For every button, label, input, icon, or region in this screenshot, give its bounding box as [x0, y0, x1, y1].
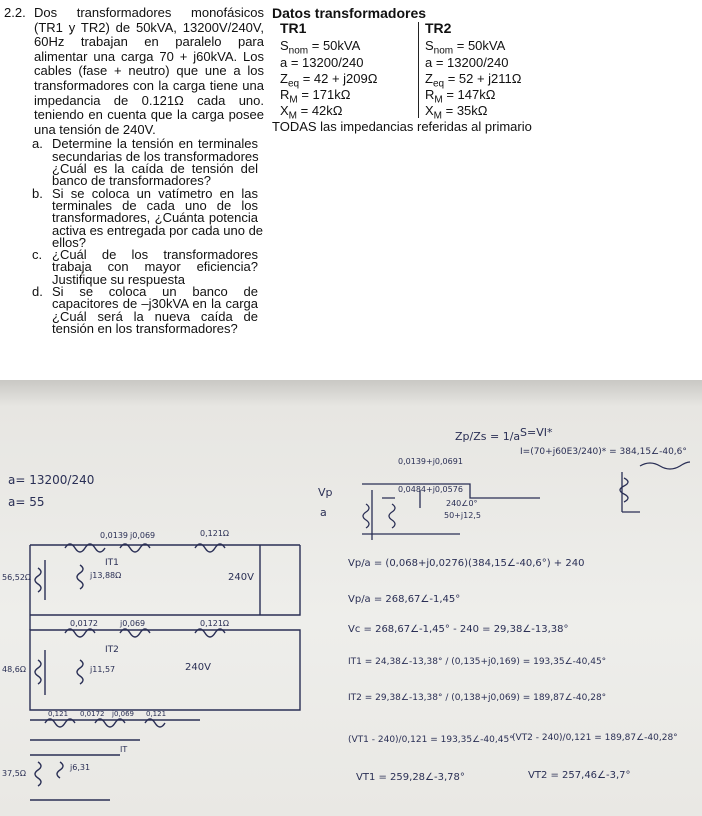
tr2-snom: $S_{nom} = 50kVA$ [425, 38, 506, 57]
wb-bottom-val-3: 0,121 [146, 710, 167, 718]
question-line: terminales de cada uno de los [52, 197, 258, 213]
impedance-note: TODAS las impedancias referidas al primario [272, 119, 532, 134]
tr1-label: TR1 [280, 20, 307, 36]
question-line: ¿Cuál de los transformadores [52, 247, 258, 263]
tr1-snom: $S_{nom} = 50kVA$ [280, 38, 361, 57]
question-line: Si se coloca un vatímetro en las [52, 185, 258, 201]
tr2-a: a = 13200/240 [425, 55, 509, 70]
wb-it: IT [120, 745, 128, 754]
tr1-rm: $R_M = 171k\Omega$ [280, 87, 351, 106]
wb-it1: IT1 [105, 558, 119, 568]
question-letter: c. [32, 247, 43, 263]
intro-line: alimentar una carga 70 + j60kVA. Los [34, 48, 264, 64]
intro-line: cables (fase + neutro) que une a los [34, 63, 264, 79]
tr2-xm: $X_M = 35k\Omega$ [425, 103, 488, 122]
wb-it2: IT2 [105, 645, 119, 655]
question-line: transformadores, ¿Cuánta potencia [52, 210, 258, 226]
wb-zx2: j0,069 [120, 619, 146, 628]
wb-main-circuit [30, 544, 300, 800]
question-letter: a. [32, 136, 43, 152]
wb-a-equation: a= 13200/240 [8, 473, 95, 487]
wb-rm2: 48,6Ω [2, 665, 26, 674]
intro-line: transformadores con la carga tiene una [34, 78, 264, 93]
wb-top-val-0: 0,0484+j0,0576 [398, 485, 463, 494]
question-line: banco de transformadores? [52, 173, 211, 189]
question-line: Justifique su respuesta [52, 271, 185, 287]
tr2-label: TR2 [425, 20, 452, 36]
question-line: tensión en los transformadores? [52, 320, 238, 336]
question-line: ellos? [52, 234, 86, 250]
wb-s-eq: S=VI* [520, 426, 553, 439]
intro-line: 60Hz trabajan en paralelo para [34, 34, 264, 50]
wb-zcable2: 0,121Ω [200, 619, 230, 628]
wb-i-eq: I=(70+j60E3/240)* = 384,15∠-40,6° [520, 447, 687, 457]
question-line: capacitores de –j30kVA en la carga [52, 296, 258, 312]
question-letter: b. [32, 185, 43, 201]
wb-vp-a: a [320, 506, 327, 519]
wb-eq3: Vc = 268,67∠-1,45° - 240 = 29,38∠-13,38° [348, 624, 569, 635]
wb-rm3: 37,5Ω [2, 769, 26, 778]
whiteboard-drawing [0, 380, 702, 816]
wb-eq6a: (VT1 - 240)/0,121 = 193,35∠-40,45° [348, 735, 514, 745]
question-letter: d. [32, 284, 43, 299]
tr1-xm: $X_M = 42k\Omega$ [280, 103, 343, 122]
question-line: activa es entregada por cada uno de [52, 222, 264, 238]
wb-xm3: j6,31 [70, 763, 91, 772]
wb-eq2: Vp/a = 268,67∠-1,45° [348, 594, 461, 605]
question-line: secundarias de los transformadores [52, 148, 259, 164]
question-line: ¿Cuál será la nueva caída de [52, 308, 258, 324]
wb-xm1: j13,88Ω [90, 571, 122, 580]
wb-a-value: a= 55 [8, 495, 45, 509]
wb-eq5: IT2 = 29,38∠-13,38° / (0,138+j0,069) = 189,87∠-40,28° [348, 693, 607, 703]
wb-vp: Vp [318, 486, 333, 499]
intro-line: impedancia de 0.121Ω cada uno. [34, 92, 264, 108]
wb-eq6b: (VT2 - 240)/0,121 = 189,87∠-40,28° [512, 733, 678, 743]
intro-line: (TR1 y TR2) de 50kVA, 13200V/240V, [34, 19, 264, 35]
wb-top-val-2: 50+j12,5 [444, 511, 481, 520]
question-line: trabaja con mayor eficiencia? [52, 259, 258, 275]
wb-ratio: Zp/Zs = 1/a [455, 430, 521, 443]
wb-eq4: IT1 = 24,38∠-13,38° / (0,135+j0,169) = 193,35∠-40,45° [348, 657, 607, 667]
datos-title: Datos transformadores [272, 5, 427, 21]
wb-zr2: 0,0172 [70, 619, 98, 628]
wb-top-val-1: 240∠0° [446, 499, 478, 508]
column-divider [418, 22, 419, 118]
problem-number: 2.2. [4, 5, 26, 20]
wb-eq1: Vp/a = (0,068+j0,0276)(384,15∠-40,6°) + 240 [348, 558, 585, 569]
wb-eq7a: VT1 = 259,28∠-3,78° [356, 772, 465, 783]
transformer-data-panel [270, 0, 560, 140]
question-line: Determine la tensión en terminales [52, 136, 258, 152]
wb-rm1: 56,52Ω [2, 573, 32, 582]
wb-zx1: j0,069 [130, 531, 156, 540]
wb-top-circuit [362, 462, 690, 540]
intro-line: una tensión de 240V. [34, 121, 156, 137]
whiteboard-photo [0, 380, 702, 816]
wb-bottom-val-2: j0,069 [112, 710, 134, 718]
question-line: Si se coloca un banco de [52, 284, 258, 299]
wb-small-imp: 0,0139+j0,0691 [398, 457, 463, 466]
wb-zr1: 0,0139 [100, 531, 128, 540]
tr2-rm: $R_M = 147k\Omega$ [425, 87, 496, 106]
tr2-zeq: $Z_{eq} = 52 + j211\Omega$ [425, 71, 522, 90]
wb-bottom-val-0: 0,121 [48, 710, 69, 718]
wb-zcable: 0,121Ω [200, 529, 230, 538]
wb-240v-b: 240V [185, 662, 211, 673]
intro-line: Dos transformadores monofásicos [34, 5, 264, 20]
problem-statement [0, 0, 268, 375]
wb-xm2: j11,57 [90, 665, 116, 674]
wb-eq7b: VT2 = 257,46∠-3,7° [528, 770, 631, 781]
wb-bottom-val-1: 0,0172 [80, 710, 105, 718]
tr1-a: a = 13200/240 [280, 55, 364, 70]
wb-240v: 240V [228, 572, 254, 583]
intro-line: teniendo en cuenta que la carga posee [34, 107, 264, 123]
question-line: ¿Cuál es la caída de tensión del [52, 161, 258, 176]
tr1-zeq: $Z_{eq} = 42 + j209\Omega$ [280, 71, 378, 90]
